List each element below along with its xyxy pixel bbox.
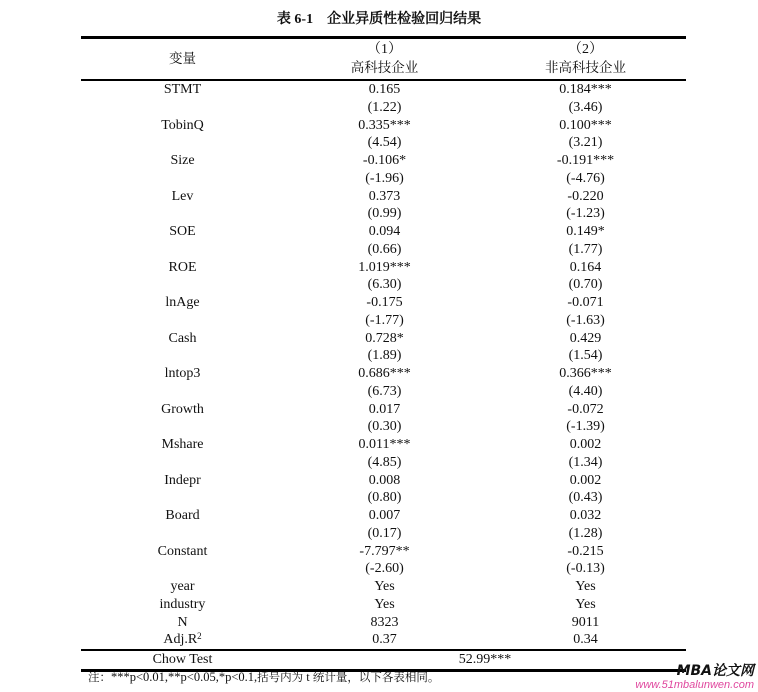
tstat-col1: (0.17) [367, 525, 402, 541]
control-col1: 8323 [370, 614, 399, 630]
tstat-col2: (1.34) [568, 454, 603, 470]
variable-name: SOE [169, 224, 196, 239]
watermark-url: www.51mbalunwen.com [635, 679, 754, 691]
tstat-col2: (1.77) [568, 241, 603, 257]
control-row [81, 578, 686, 596]
tstat-col2: (-1.39) [566, 419, 605, 435]
coef-row [81, 117, 686, 135]
coef-col1: 0.017 [368, 401, 401, 417]
control-col2: 9011 [571, 614, 600, 630]
variable-name: Board [165, 508, 200, 523]
variable-name: Size [170, 153, 195, 168]
tstat-col1: (-1.77) [365, 312, 404, 328]
table-number: 表 6-1 [276, 12, 314, 27]
variable-name: Mshare [161, 437, 204, 452]
coef-col2: 0.184*** [485, 80, 686, 99]
control-name: year [170, 579, 195, 594]
empty-cell [81, 383, 284, 401]
coef-col1: 0.165 [284, 80, 485, 99]
tstat-row [81, 489, 686, 507]
empty-cell [81, 312, 284, 330]
coef-col2: -0.191*** [556, 153, 615, 168]
tstat-row [81, 383, 686, 401]
control-col2: Yes [575, 596, 596, 612]
coef-row [81, 80, 686, 99]
coef-col1: 0.686*** [358, 366, 411, 381]
tstat-col1: (-1.96) [365, 170, 404, 186]
control-name: industry [159, 596, 206, 612]
adj-r2-label: $Adj.R^2$ [163, 631, 202, 648]
coef-col2: 0.164 [569, 259, 602, 275]
watermark [635, 663, 754, 692]
watermark-brand: MBA论文网 [676, 663, 754, 679]
coef-col2: 0.429 [569, 330, 602, 346]
tstat-col2: (-1.23) [566, 206, 605, 222]
coef-col1: -0.175 [366, 295, 403, 310]
control-row [81, 596, 686, 614]
tstat-row [81, 241, 686, 259]
col1-label: 高科技企业 [350, 60, 419, 76]
tstat-col2: (0.43) [568, 490, 603, 506]
coef-col2: -0.215 [567, 543, 604, 559]
tstat-col1: (6.73) [367, 383, 402, 399]
coef-col2: -0.072 [567, 401, 604, 417]
table-note: 注：***p<0.01,**p<0.05,*p<0.1,括号内为 t 统计量，以下各表相同。 [88, 670, 440, 684]
tstat-col2: (3.21) [568, 135, 603, 151]
empty-cell [81, 560, 284, 578]
tstat-col1: (4.54) [367, 135, 402, 151]
coef-row [81, 365, 686, 383]
chow-test-label: Chow Test [81, 650, 284, 671]
col2-number: （2） [568, 42, 603, 57]
adj-r2-col2: 0.34 [573, 632, 598, 648]
coef-col2: 0.100*** [559, 117, 612, 133]
coef-col2: 0.002 [569, 472, 602, 488]
tstat-col2: (3.46) [568, 99, 603, 115]
coef-row [81, 259, 686, 277]
coef-row [81, 472, 686, 490]
chow-test-value: 52.99*** [284, 650, 686, 671]
tstat-col1: (0.66) [367, 241, 402, 257]
coef-col2: 0.032 [569, 508, 602, 523]
tstat-row [81, 276, 686, 294]
tstat-col1: (4.85) [367, 454, 402, 470]
empty-cell [81, 205, 284, 223]
coef-col1: -7.797** [359, 543, 410, 559]
tstat-col1: (-2.60) [365, 561, 404, 577]
coef-row [81, 543, 686, 561]
table-title [0, 8, 758, 28]
tstat-col1: (0.80) [367, 490, 402, 506]
variable-name: lnAge [165, 295, 200, 310]
coef-col1: 0.007 [368, 508, 401, 523]
coef-col1: -0.106* [362, 153, 407, 168]
empty-cell [81, 241, 284, 259]
empty-cell [81, 347, 284, 365]
table-caption: 企业异质性检验回归结果 [327, 11, 482, 27]
coef-col2: 0.366*** [559, 366, 612, 381]
tstat-col1: (0.30) [367, 419, 402, 435]
tstat-row [81, 312, 686, 330]
coef-col1: 0.094 [368, 224, 401, 239]
coef-row [81, 223, 686, 241]
header-col1 [284, 38, 485, 81]
tstat-row [81, 205, 686, 223]
variable-name: Lev [171, 188, 194, 204]
tstat-col2: (1.28) [568, 525, 603, 541]
coef-col2: -0.071 [567, 295, 604, 310]
variable-name: TobinQ [161, 117, 204, 133]
control-col2: Yes [575, 579, 596, 594]
tstat-row [81, 525, 686, 543]
header-row [81, 38, 686, 81]
coef-row [81, 507, 686, 525]
empty-cell [81, 454, 284, 472]
tstat-col2: (-4.76) [566, 170, 605, 186]
tstat-col1: (1.22) [367, 99, 402, 115]
tstat-row [81, 560, 686, 578]
empty-cell [81, 489, 284, 507]
tstat-col2: (0.70) [568, 277, 603, 293]
coef-col2: 0.149* [566, 224, 605, 239]
tstat-row [81, 170, 686, 188]
coef-row [81, 294, 686, 312]
empty-cell [81, 525, 284, 543]
variable-name: lntop3 [164, 366, 201, 381]
control-row [81, 614, 686, 632]
variable-name: STMT [81, 80, 284, 99]
coef-row [81, 152, 686, 170]
coef-col2: -0.220 [567, 188, 604, 204]
variable-name: Constant [157, 543, 208, 559]
control-col1: Yes [374, 579, 395, 594]
adj-r2-col1: 0.37 [372, 632, 397, 648]
coef-row [81, 436, 686, 454]
empty-cell [81, 418, 284, 436]
header-variable: 变量 [81, 38, 284, 81]
coef-col2: 0.002 [569, 437, 602, 452]
coef-col1: 1.019*** [358, 259, 411, 275]
variable-name: Indepr [164, 472, 201, 488]
tstat-col2: (-1.63) [566, 312, 605, 328]
control-col1: Yes [374, 596, 395, 612]
empty-cell [81, 170, 284, 188]
coef-col1: 0.335*** [358, 117, 411, 133]
tstat-row [81, 418, 686, 436]
coef-col1: 0.728* [365, 330, 404, 346]
tstat-col2: (1.54) [568, 348, 603, 364]
col1-number: （1） [367, 42, 402, 57]
tstat-row [81, 454, 686, 472]
tstat-col2: (4.40) [568, 383, 603, 399]
regression-table [81, 36, 686, 672]
control-name: N [177, 614, 188, 630]
coef-col1: 0.373 [368, 188, 401, 204]
coef-row [81, 188, 686, 206]
adj-r2-row [81, 631, 686, 650]
empty-cell [81, 276, 284, 294]
coef-row [81, 401, 686, 419]
tstat-col2: (-0.13) [566, 561, 605, 577]
variable-name: Cash [168, 330, 197, 346]
coef-col1: 0.008 [368, 472, 401, 488]
coef-row [81, 330, 686, 348]
header-col2 [485, 38, 686, 81]
tstat-col1: (6.30) [367, 277, 402, 293]
col2-label: 非高科技企业 [545, 60, 626, 76]
empty-cell [81, 99, 284, 117]
tstat-row [81, 347, 686, 365]
coef-col1: 0.011*** [358, 437, 411, 452]
chow-test-row [81, 650, 686, 671]
tstat-row [81, 99, 686, 117]
variable-name: ROE [168, 259, 197, 275]
empty-cell [81, 134, 284, 152]
tstat-col1: (0.99) [367, 206, 402, 222]
variable-name: Growth [161, 401, 204, 417]
tstat-row [81, 134, 686, 152]
tstat-col1: (1.89) [367, 348, 402, 364]
